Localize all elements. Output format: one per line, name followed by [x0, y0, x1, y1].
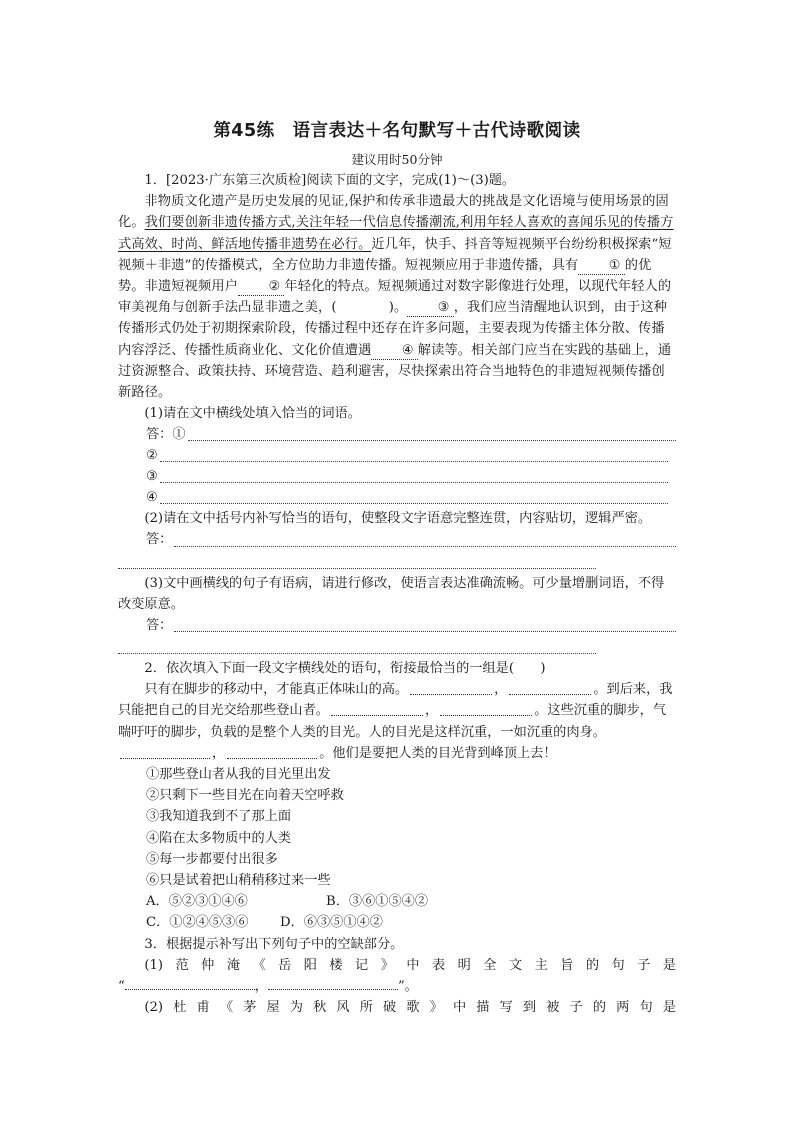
choice-b[interactable]: B．③⑥①⑤④②: [326, 894, 429, 910]
page-title: 第45练 语言表达＋名句默写＋古代诗歌阅读: [213, 121, 581, 141]
q1-header: 1．[2023·广东第三次质检]阅读下面的文字，完成(1)～(3)题。: [144, 173, 516, 188]
q2-blank-4[interactable]: [440, 701, 532, 716]
q2-blank-6[interactable]: [227, 744, 317, 759]
q2-comma: ，: [425, 703, 439, 719]
blank-number: ③: [437, 300, 450, 316]
q2-text-3: 这些沉重的脚步，气喘吁吁的脚步，负载的是整个人类的目光。人的目光是这样沉重，一如沉重的肉身。: [118, 703, 667, 740]
q2-option-5: ⑤每一步都要付出很多: [146, 851, 278, 867]
q2-period: 。: [593, 682, 607, 698]
q1-blank-1: [578, 258, 624, 275]
q2-text-2: 到后来，我只能把自己的目光交给那些登山者。: [118, 682, 673, 719]
answer-label: ②: [146, 448, 158, 464]
q1-text-7: 解读等。相关部门应当在实践的基础上，通过资源整合、政策扶持、环境营造、趋利避害，尽快探索出符合当地特色的非遗短视频传播创新路径。: [118, 342, 672, 401]
answer-label: 答：①: [146, 427, 186, 443]
answer-label: ③: [146, 469, 158, 485]
choice-c[interactable]: C．①②④⑤③⑥: [146, 915, 249, 931]
blank-number: ②: [268, 279, 281, 295]
answer-label: ④: [146, 490, 158, 506]
q3-item-1-answer: [118, 976, 676, 997]
answer-row-sub2[interactable]: [118, 530, 676, 551]
q1-blank-2: [238, 279, 284, 296]
comma: ，: [254, 979, 268, 995]
q1-underlined-sentence: 我们要创新非遗传播方式,关注年轻一代信息传播潮流,利用年轻人喜欢的喜闻乐见的传播方式高效、时尚、鲜活地传播非遗势在必行。: [118, 215, 674, 252]
q3-blank-1[interactable]: [125, 977, 255, 990]
blank-number: ④: [401, 342, 414, 358]
close-quote: ”。: [397, 979, 418, 995]
q1-sub1: (1)请在文中横线处填入恰当的词语。: [144, 406, 361, 422]
q1-text-4: 年轻化的特点。短视频通过对数字影像进行处理，以现代年轻人的审美视角与创新手法凸显非遗之美，(: [118, 279, 672, 316]
open-quote: “: [118, 979, 125, 995]
q2-header: 2．依次填入下面一段文字横线处的语句，衔接最恰当的一组是( ): [144, 661, 546, 677]
worksheet-page: [118, 118, 676, 1019]
answer-line-sub2-extra[interactable]: [118, 556, 596, 569]
q3-item-2: (2)杜甫《茅屋为秋风所破歌》中描写到被子的两句是: [144, 1000, 676, 1016]
q1-text-1: 非物质文化遗产是历史发展的见证,保护和传承非遗最大的挑战是文化语境与使用场景的固化。: [118, 194, 669, 231]
q1-sub3: (3)文中画横线的句子有语病，请进行修改，使语言表达准确流畅。可少量增删词语，不得改变原意。: [118, 575, 665, 612]
q2-choices-row-2: [118, 912, 676, 933]
q3-blank-2[interactable]: [268, 977, 398, 990]
q2-blank-5[interactable]: [120, 744, 210, 759]
choice-d[interactable]: D．⑥③⑤①④②: [280, 915, 383, 931]
q1-text-2: 近几年，快手、抖音等短视频平台纷纷积极探索“短视频＋非遗”的传播模式，全方位助力非遗传播。短视频应用于非遗传播，具有: [118, 236, 672, 273]
q2-period: 。: [534, 703, 548, 719]
q2-comma: ，: [494, 682, 508, 698]
q1-passage: [118, 191, 676, 403]
q1-text-5: )。: [388, 300, 408, 316]
answer-row-2[interactable]: [118, 445, 676, 466]
q2-comma: ，: [212, 745, 226, 761]
q2-blank-2[interactable]: [509, 680, 591, 695]
choice-a[interactable]: A．⑤②③①④⑥: [146, 894, 248, 910]
answer-line[interactable]: [160, 449, 668, 462]
q2-choices-row-1: [118, 891, 676, 912]
q2-blank-3[interactable]: [331, 701, 423, 716]
q2-option-3: ③我知道我到不了那上面: [146, 809, 292, 825]
answer-row-4[interactable]: [118, 487, 676, 508]
answer-line[interactable]: [160, 491, 668, 504]
q1-blank-4: [371, 343, 417, 360]
answer-label: 答：: [146, 532, 173, 548]
q2-option-1: ①那些登山者从我的目光里出发: [146, 767, 331, 783]
q2-option-2: ②只剩下一些目光在向着天空呼救: [146, 788, 344, 804]
time-hint: 建议用时50分钟: [351, 152, 443, 167]
q2-option-6: ⑥只是试着把山稍稍移过来一些: [146, 873, 331, 889]
answer-line[interactable]: [160, 470, 668, 483]
answer-line[interactable]: [174, 619, 676, 632]
q1-blank-3: [407, 300, 453, 317]
q2-period: 。: [319, 745, 333, 761]
q2-option-4: ④陷在太多物质中的人类: [146, 830, 292, 846]
answer-line[interactable]: [188, 428, 676, 441]
q2-blank-1[interactable]: [410, 680, 492, 695]
answer-line-sub3-extra[interactable]: [118, 641, 596, 654]
answer-label: 答：: [146, 617, 173, 633]
q3-item-1: (1)范仲淹《岳阳楼记》中表明全文主旨的句子是: [144, 957, 676, 973]
q1-text-6: ，我们应当清醒地认识到，由于这种传播形式仍处于初期探索阶段，传播过程中还存在许多问题，主要表现为传播主体分散、传播内容浮泛、传播性质商业化、文化价值遭遇: [118, 300, 668, 358]
answer-row-1[interactable]: [118, 424, 676, 445]
q3-header: 3．根据提示补写出下列句子中的空缺部分。: [144, 936, 404, 952]
answer-line[interactable]: [174, 534, 676, 547]
q1-text-3: 的优势。非遗短视频用户: [118, 257, 652, 295]
blank-number: ①: [608, 257, 621, 273]
answer-row-3[interactable]: [118, 466, 676, 487]
q2-text-4: 他们是要把人类的目光背到峰顶上去！: [332, 745, 557, 761]
answer-row-sub3[interactable]: [118, 615, 676, 636]
q2-passage: [118, 679, 676, 764]
q2-text-1: 只有在脚步的移动中，才能真正体味山的高。: [144, 682, 409, 698]
q1-sub2: (2)请在文中括号内补写恰当的语句，使整段文字语意完整连贯，内容贴切，逻辑严密。: [144, 511, 652, 527]
